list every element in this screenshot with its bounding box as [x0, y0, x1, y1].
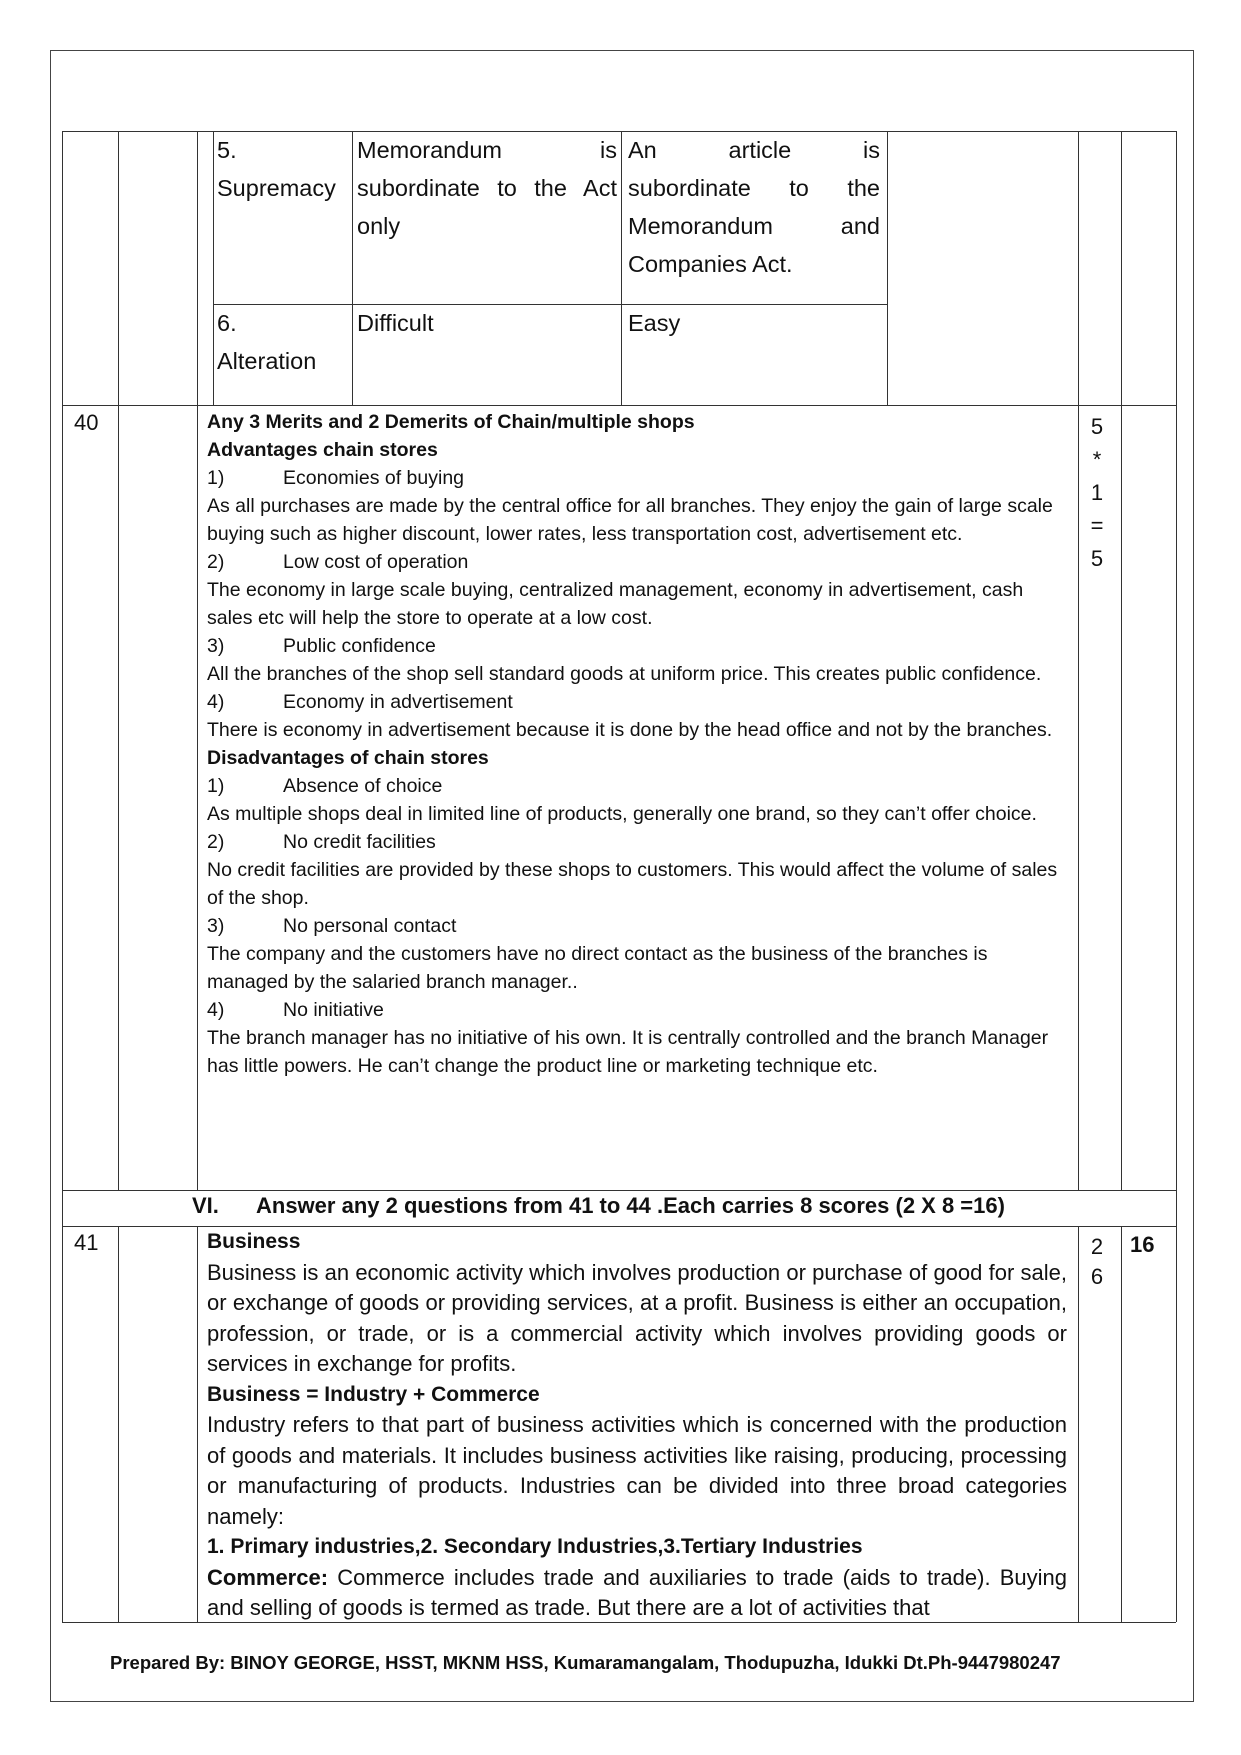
- inner-table-col1-line: [352, 131, 353, 405]
- industry-categories: 1. Primary industries,2. Secondary Industries,3.Tertiary Industries: [207, 1535, 863, 1558]
- table-left-line: [62, 131, 63, 1622]
- point-text: The company and the customers have no direct contact as the business of the branches is managed by the salaried branch manager..: [207, 943, 988, 993]
- col-line-total-b: [1121, 1226, 1122, 1622]
- commerce-label: Commerce:: [207, 1564, 329, 1590]
- memo-line: only: [357, 213, 401, 239]
- table-right-line: [1176, 131, 1177, 1622]
- memo-line: subordinate to the Act: [357, 175, 617, 201]
- inner-table-right-line: [887, 131, 888, 405]
- disadvantages-heading: Disadvantages of chain stores: [207, 747, 489, 769]
- point-number: 1): [207, 775, 225, 797]
- marks-char: 5: [1090, 414, 1104, 439]
- article-line: Companies Act.: [628, 251, 793, 277]
- point-title-text: Economy in advertisement: [283, 691, 513, 713]
- point-text: The economy in large scale buying, centralized management, economy in advertisement, cash sales etc will help the store to operate at a low cost.: [207, 579, 1024, 629]
- answer-heading: Any 3 Merits and 2 Demerits of Chain/multiple shops: [207, 411, 695, 433]
- memo-line: Memorandum is: [357, 137, 617, 163]
- point-text: No credit facilities are provided by these shops to customers. This would affect the volume of sales of the shop.: [207, 859, 1058, 909]
- col-line-qno: [118, 131, 119, 1190]
- point-number: 2): [207, 551, 225, 573]
- point-title: [207, 772, 1067, 800]
- point-title-text: Public confidence: [283, 635, 436, 657]
- inner-table-left-line: [213, 131, 214, 405]
- total-marks-41: 16: [1130, 1232, 1155, 1257]
- col-line-sub: [197, 131, 198, 1190]
- point-title: [207, 632, 1067, 660]
- col-line-total: [1121, 131, 1122, 1190]
- point-text: As multiple shops deal in limited line of products, generally one brand, so they can’t offer choice.: [207, 803, 1037, 825]
- point-title: [207, 464, 1067, 492]
- col-line-qno-b: [118, 1226, 119, 1622]
- industry-paragraph: Industry refers to that part of business activities which is concerned with the production of goods and materials. It includes business activities like raising, producing, processing or manufacturing of products. Industries can be divided into three broad categories namely:: [207, 1412, 1067, 1529]
- advantages-heading: Advantages chain stores: [207, 439, 438, 461]
- marks-40: [1088, 410, 1106, 575]
- point-title-text: Economies of buying: [283, 467, 465, 489]
- col-line-marks: [1078, 131, 1079, 1190]
- question-number-41: 41: [74, 1230, 99, 1255]
- footer-prepared-by: Prepared By: BINOY GEORGE, HSST, MKNM HSS, Kumaramangalam, Thodupuzha, Idukki Dt.Ph-9447980247: [110, 1652, 1061, 1673]
- label-number: 5.: [217, 137, 237, 163]
- row-divider-40-vi: [62, 1190, 1176, 1191]
- point-title-text: Low cost of operation: [283, 551, 469, 573]
- point-title-text: No initiative: [283, 999, 384, 1021]
- label-text: Supremacy: [217, 175, 336, 201]
- point-title: [207, 688, 1067, 716]
- point-title: [207, 996, 1067, 1024]
- marks-char: =: [1090, 513, 1104, 538]
- point-title-text: Absence of choice: [283, 775, 443, 797]
- marks-char: 6: [1090, 1264, 1104, 1289]
- business-paragraph: Business is an economic activity which involves production or purchase of good for sale, or exchange of goods or providing services, at a profit. Business is either an occupation, profession, or trade, or is a commercial activity which involves providing goods or services in exchange for profits.: [207, 1259, 1067, 1376]
- marks-char: 5: [1090, 546, 1104, 571]
- section-instructions: Answer any 2 questions from 41 to 44 .Each carries 8 scores (2 X 8 =16): [256, 1193, 1005, 1218]
- point-number: 1): [207, 467, 225, 489]
- commerce-text: Commerce includes trade and auxiliaries to trade (aids to trade). Buying and selling of goods is termed as trade. But there are a lot of activities that: [207, 1564, 1067, 1620]
- answer-41: [207, 1227, 1067, 1624]
- answer-40: [207, 408, 1067, 1080]
- business-formula: Business = Industry + Commerce: [207, 1382, 540, 1406]
- col-line-sub-b: [197, 1226, 198, 1622]
- marks-char: *: [1092, 447, 1102, 472]
- memo-line: Difficult: [357, 310, 434, 336]
- point-number: 2): [207, 831, 225, 853]
- point-number: 4): [207, 691, 225, 713]
- section-numeral: VI.: [192, 1193, 219, 1218]
- inner-row-6-memorandum: [357, 304, 617, 342]
- label-number: 6.: [217, 310, 237, 336]
- inner-row-6-article: [628, 304, 880, 342]
- marks-char: 1: [1090, 480, 1104, 505]
- point-number: 3): [207, 915, 225, 937]
- question-number-40: 40: [74, 410, 99, 435]
- point-text: All the branches of the shop sell standard goods at uniform price. This creates public confidence.: [207, 663, 1042, 685]
- row-divider-39-40: [62, 405, 1176, 406]
- inner-row-6-label: [217, 304, 350, 380]
- inner-table-col2-line: [621, 131, 622, 405]
- point-title: [207, 912, 1067, 940]
- point-text: There is economy in advertisement because it is done by the head office and not by the branches.: [207, 719, 1053, 741]
- point-title-text: No credit facilities: [283, 831, 436, 853]
- point-title: [207, 828, 1067, 856]
- point-number: 3): [207, 635, 225, 657]
- marks-char: 2: [1090, 1234, 1104, 1259]
- point-title-text: No personal contact: [283, 915, 457, 937]
- point-title: [207, 548, 1067, 576]
- article-line: subordinate to the: [628, 175, 880, 201]
- inner-row-5-label: [217, 131, 350, 207]
- inner-row-5-memorandum: [357, 131, 617, 245]
- article-line: Memorandum and: [628, 213, 880, 239]
- article-line: Easy: [628, 310, 681, 336]
- answer-heading: Business: [207, 1230, 301, 1253]
- col-line-marks-b: [1078, 1226, 1079, 1622]
- point-text: As all purchases are made by the central office for all branches. They enjoy the gain of large scale buying such as higher discount, lower rates, less transportation cost, advertisement etc.: [207, 495, 1053, 545]
- commerce-paragraph: [207, 1563, 1067, 1624]
- point-number: 4): [207, 999, 225, 1021]
- article-line: An article is: [628, 137, 880, 163]
- section-vi-heading: [192, 1193, 1005, 1219]
- label-text: Alteration: [217, 348, 317, 374]
- inner-row-5-article: [628, 131, 880, 283]
- marks-41: [1088, 1232, 1106, 1292]
- point-text: The branch manager has no initiative of his own. It is centrally controlled and the branch Manager has little powers. He can’t change the product line or marketing technique etc.: [207, 1027, 1049, 1077]
